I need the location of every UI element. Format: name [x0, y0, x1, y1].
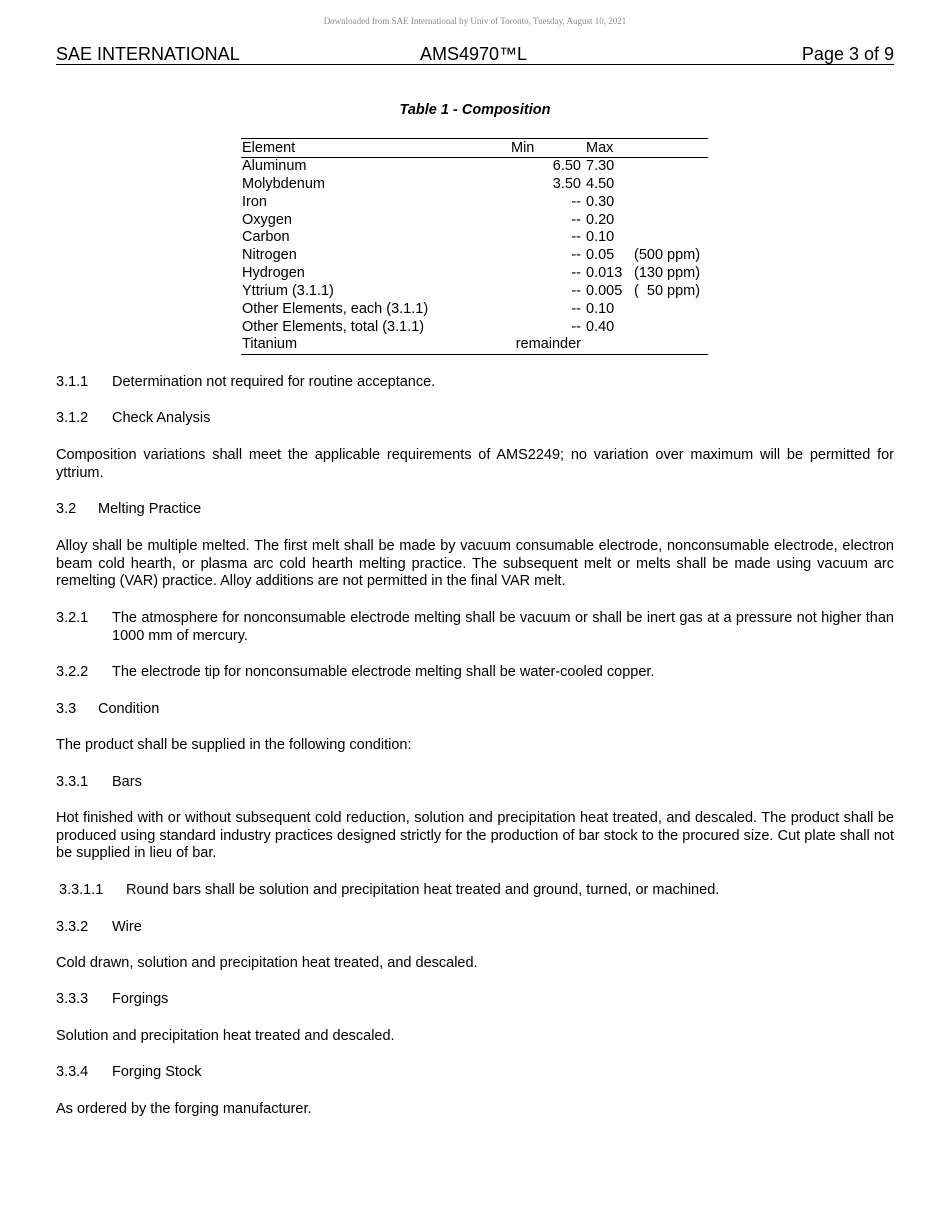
table-row — [241, 301, 708, 319]
section-number: 3.3.3 — [56, 991, 89, 1007]
cell-element: Titanium — [242, 336, 298, 353]
cell-min: -- — [571, 229, 581, 246]
table-row — [241, 229, 708, 247]
cell-note: ( 50 ppm) — [634, 282, 701, 299]
cell-element: Other Elements, each (3.1.1) — [242, 300, 429, 317]
section-3-2-1 — [56, 610, 894, 645]
cell-element: Molybdenum — [242, 175, 326, 192]
page-header — [56, 44, 894, 65]
cell-note: (500 ppm) — [634, 247, 701, 264]
cell-element: Aluminum — [242, 158, 307, 174]
paragraph-bars: Hot finished with or without subsequent cold reduction, solution and precipitation heat treated, and descaled. The product shall be produced using standard industry practices designed strictly for the production of bar stock to the procured size. Cut plate shall not be supplied in lieu of bar. — [56, 810, 894, 862]
section-text: The electrode tip for nonconsumable electrode melting shall be water-cooled copper. — [112, 664, 655, 680]
cell-min: -- — [571, 300, 581, 317]
cell-max: 0.40 — [586, 318, 615, 335]
paragraph-wire: Cold drawn, solution and precipitation heat treated, and descaled. — [56, 955, 478, 971]
cell-min: -- — [571, 211, 581, 228]
cell-min: -- — [571, 247, 581, 264]
section-title: Condition — [98, 701, 160, 717]
cell-note: (130 ppm) — [634, 265, 701, 282]
section-number: 3.3 — [56, 701, 77, 717]
cell-min: -- — [571, 265, 581, 282]
section-title: Melting Practice — [98, 501, 202, 517]
section-text: Round bars shall be solution and precipitation heat treated and ground, turned, or machined. — [126, 882, 720, 898]
table-header-row — [241, 139, 708, 158]
cell-max: 0.30 — [586, 193, 615, 210]
cell-element: Oxygen — [242, 211, 292, 228]
cell-max: 0.10 — [586, 229, 615, 246]
column-header-element: Element — [242, 140, 296, 156]
download-notice: Downloaded from SAE International by Univ of Toronto, Tuesday, August 10, 2021 — [323, 16, 627, 26]
cell-max: 7.30 — [586, 158, 615, 174]
cell-min: -- — [571, 282, 581, 299]
table-row — [241, 265, 708, 283]
table-row — [241, 176, 708, 194]
section-number: 3.2.2 — [56, 664, 89, 680]
section-number: 3.1.1 — [56, 374, 89, 390]
cell-element: Yttrium (3.1.1) — [242, 282, 334, 299]
table-caption: Table 1 - Composition — [399, 102, 551, 118]
table-row — [241, 158, 708, 176]
table-row — [241, 336, 708, 354]
header-document-number: AMS4970™L — [420, 44, 528, 64]
composition-table — [241, 138, 708, 355]
section-title: Forgings — [112, 991, 169, 1007]
section-number: 3.2.1 — [56, 610, 89, 626]
cell-min: -- — [571, 318, 581, 335]
section-number: 3.1.2 — [56, 410, 89, 426]
header-organization: SAE INTERNATIONAL — [56, 44, 240, 64]
cell-min: remainder — [515, 336, 581, 353]
section-title: Check Analysis — [112, 410, 211, 426]
paragraph-melting-practice: Alloy shall be multiple melted. The first melt shall be made by vacuum consumable electrode, nonconsumable electrode, electron beam cold hearth, or plasma arc cold hearth melting practice. The subsequent melt or melts shall be made using vacuum arc remelting (VAR) practice. Alloy additions are not permitted in the final VAR melt. — [56, 538, 894, 590]
section-title: Forging Stock — [112, 1064, 202, 1080]
table-row — [241, 283, 708, 301]
section-number: 3.3.1 — [56, 774, 89, 790]
cell-min: -- — [571, 193, 581, 210]
section-number: 3.3.2 — [56, 919, 89, 935]
section-number: 3.3.4 — [56, 1064, 89, 1080]
cell-min: 6.50 — [552, 158, 581, 174]
cell-max: 0.05 — [586, 247, 615, 264]
cell-element: Carbon — [242, 229, 290, 246]
section-number: 3.3.1.1 — [59, 882, 104, 898]
table-row — [241, 319, 708, 337]
cell-max: 0.005 — [586, 282, 623, 299]
cell-max: 0.20 — [586, 211, 615, 228]
cell-element: Other Elements, total (3.1.1) — [242, 318, 425, 335]
section-text: The atmosphere for nonconsumable electrode melting shall be vacuum or shall be inert gas at a pressure not higher than 1000 mm of mercury. — [112, 610, 894, 644]
column-header-min: Min — [511, 140, 535, 156]
cell-element: Hydrogen — [242, 265, 305, 282]
section-number: 3.2 — [56, 501, 77, 517]
cell-element: Nitrogen — [242, 247, 297, 264]
section-title: Wire — [112, 919, 142, 935]
header-page-number: Page 3 of 9 — [801, 44, 894, 64]
cell-max: 4.50 — [586, 175, 615, 192]
table-row — [241, 194, 708, 212]
cell-max: 0.013 — [586, 265, 623, 282]
paragraph-forging-stock: As ordered by the forging manufacturer. — [56, 1101, 312, 1117]
paragraph-check-analysis: Composition variations shall meet the applicable requirements of AMS2249; no variation over maximum will be permitted for yttrium. — [56, 447, 894, 481]
paragraph-forgings: Solution and precipitation heat treated and descaled. — [56, 1028, 395, 1044]
section-text: Determination not required for routine acceptance. — [112, 374, 436, 390]
paragraph-condition: The product shall be supplied in the following condition: — [56, 737, 412, 753]
column-header-max: Max — [586, 140, 614, 156]
cell-min: 3.50 — [552, 175, 581, 192]
section-title: Bars — [112, 774, 142, 790]
table-row — [241, 212, 708, 230]
cell-element: Iron — [242, 193, 267, 210]
table-row — [241, 247, 708, 265]
cell-max: 0.10 — [586, 300, 615, 317]
